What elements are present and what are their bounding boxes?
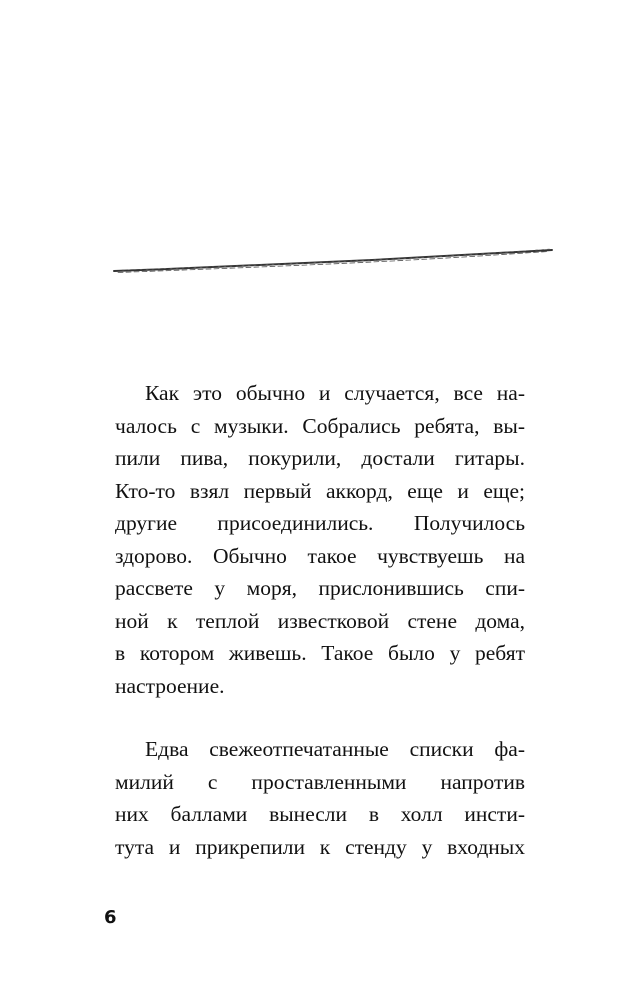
paragraph-1 <box>115 377 525 702</box>
text-line: милий с проставленными напротив <box>115 769 525 794</box>
paragraph-2 <box>115 733 525 863</box>
text-line: другие присоединились. Получилось <box>115 511 525 535</box>
text-line: чалось с музыки. Собрались ребята, вы- <box>115 413 525 438</box>
text-line: настроение. <box>115 673 225 698</box>
text-line: Едва свежеотпечатанные списки фа- <box>145 737 525 761</box>
text-line: Как это обычно и случается, все на- <box>145 381 525 405</box>
chapter-rule-icon <box>112 238 554 278</box>
text-line: здорово. Обычно такое чувствуешь на <box>115 543 525 568</box>
text-line: Кто-то взял первый аккорд, еще и еще; <box>115 478 525 503</box>
text-line: ной к теплой известковой стене дома, <box>115 608 525 633</box>
text-line: тута и прикрепили к стенду у входных <box>115 834 525 859</box>
text-line: в котором живешь. Такое было у ребят <box>115 641 525 665</box>
text-line: них баллами вынесли в холл инсти- <box>115 802 525 826</box>
page-number: 6 <box>104 907 117 928</box>
text-line: рассвете у моря, прислонившись спи- <box>115 576 525 600</box>
text-line: пили пива, покурили, достали гитары. <box>115 446 525 470</box>
